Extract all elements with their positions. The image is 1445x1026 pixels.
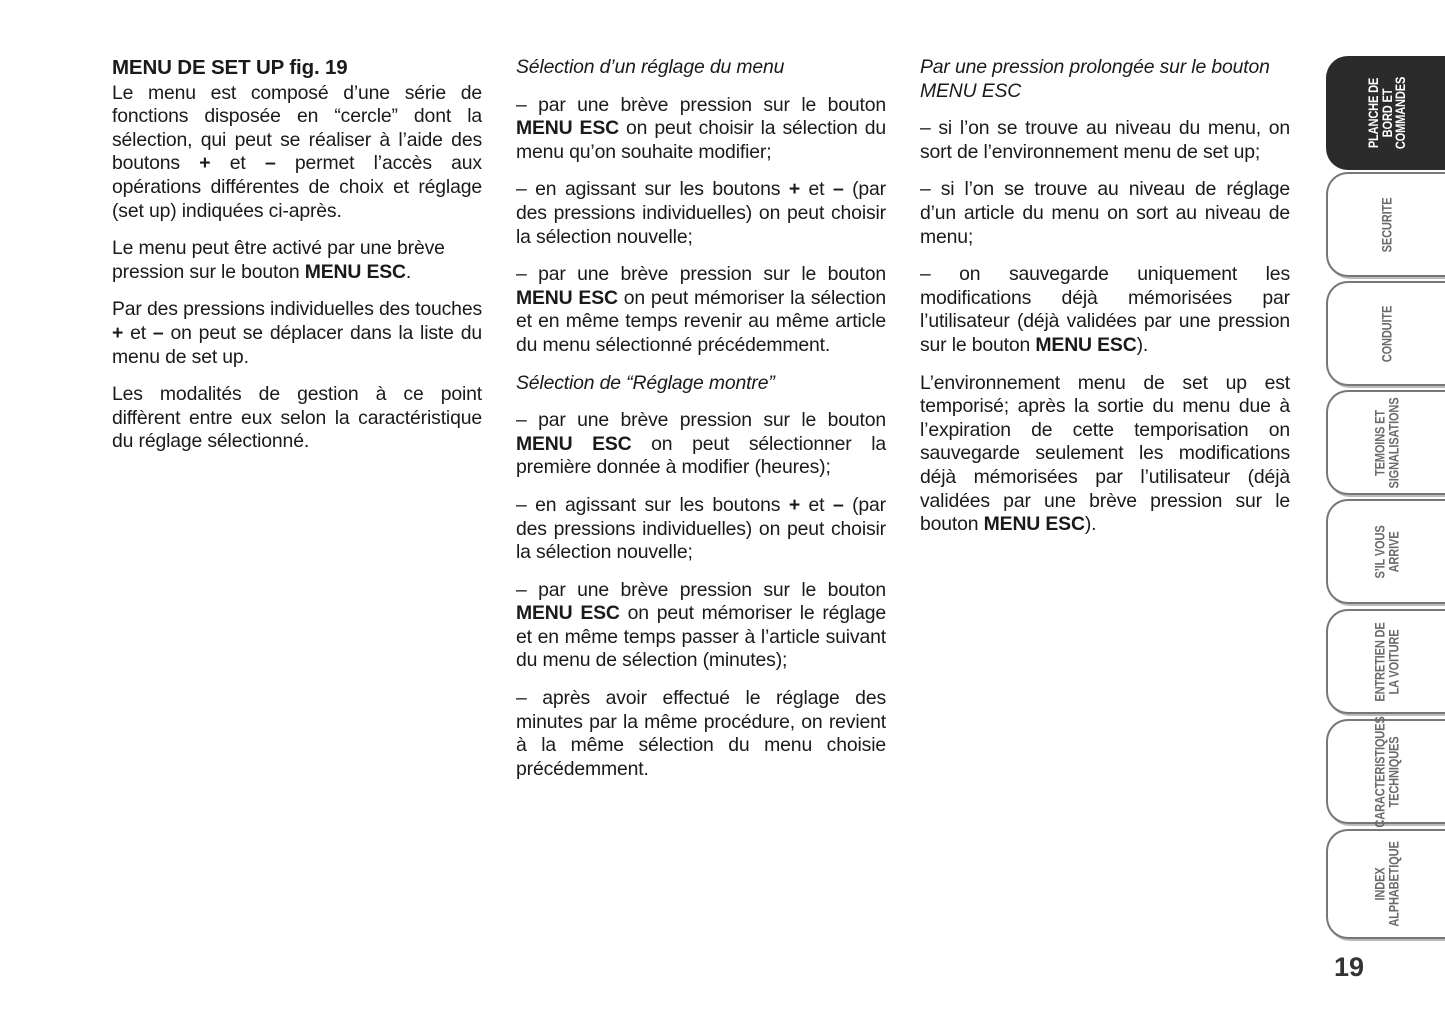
menu-esc-label: MENU ESC — [516, 286, 618, 309]
minus-symbol: – — [832, 493, 844, 516]
column-1 — [112, 56, 482, 468]
subheading-clock: Sélection de “Réglage montre” — [516, 371, 775, 394]
text-span: ). — [1136, 333, 1149, 356]
tab-sil-vous-arrive[interactable] — [1326, 499, 1445, 604]
text-span: (par des pressions individuelles) on peut choisir la sélection nouvelle; — [516, 178, 886, 248]
text-span: . — [405, 260, 412, 283]
text-span: permet l’accès aux opérations différentes de choix et réglage (set up) indiquées ci-après. — [112, 152, 482, 222]
paragraph-activation — [112, 237, 482, 284]
text-span: et — [123, 321, 153, 344]
paragraph-timeout — [920, 372, 1290, 537]
text-span: Le menu peut être activé par une brève pression sur le bouton — [112, 237, 445, 283]
tab-index[interactable] — [1326, 829, 1445, 939]
text-span: on peut se déplacer dans la liste du menu de set up. — [112, 321, 482, 368]
plus-symbol: + — [788, 493, 801, 516]
text-span: et — [800, 493, 833, 516]
list-item — [920, 263, 1290, 357]
subheading-long-press: Par une pression prolongée sur le bouton MENU ESC — [920, 56, 1270, 102]
minus-symbol: – — [152, 321, 164, 344]
menu-esc-label: MENU ESC — [516, 117, 619, 140]
section-heading: MENU DE SET UP fig. 19 — [112, 56, 348, 79]
text-span: on peut sélectionner la première donnée à modifier (heures); — [516, 432, 887, 479]
page-number: 19 — [1334, 952, 1365, 982]
text-span: Par des pressions individuelles des touches — [112, 298, 482, 321]
minus-symbol: – — [832, 178, 844, 201]
tab-temoins[interactable] — [1326, 390, 1445, 495]
text-span: et — [800, 178, 833, 201]
tab-label: SECURITE — [1378, 197, 1394, 252]
list-item: – si l’on se trouve au niveau de réglage d’un article du menu on sort au niveau de menu; — [920, 178, 1290, 248]
paragraph-modalities: Les modalités de gestion à ce point diffèrent entre eux selon la caractéristique du réglage sélectionné. — [112, 383, 482, 453]
text-span: Le menu est composé d’une série de fonctions disposée en “cercle” dont la sélection, qui peut se réaliser à l’aide des boutons — [112, 81, 482, 175]
text-span: on peut mémoriser la sélection et en même temps revenir au même article du menu sélectionné précédemment. — [516, 286, 886, 356]
tab-securite[interactable] — [1326, 172, 1445, 277]
paragraph-navigation — [112, 298, 482, 369]
list-item: – si l’on se trouve au niveau du menu, on sort de l’environnement menu de set up; — [920, 117, 1290, 163]
list-item — [516, 409, 886, 480]
text-span: – par une brève pression sur le bouton — [516, 409, 886, 432]
tab-label: TEMOINS ET SIGNALISATIONS — [1372, 397, 1401, 488]
tab-label: ENTRETIEN DE LA VOITURE — [1372, 621, 1401, 702]
column-2 — [516, 56, 886, 795]
text-span: (par des pressions individuelles) on peut choisir la sélection nouvelle; — [516, 493, 886, 564]
text-span: L’environnement menu de set up est temporisé; après la sortie du menu due à l’expiration de cette temporisation on sauvegarde seulement les modifications déjà mémorisées par l’utilisateur (déjà validées par une brève pression sur le bouton — [920, 371, 1290, 536]
tab-conduite[interactable] — [1326, 281, 1445, 386]
text-span: – par une brève pression sur le bouton — [516, 263, 886, 286]
menu-esc-label: MENU ESC — [304, 260, 406, 283]
column-3 — [920, 56, 1290, 551]
plus-symbol: + — [788, 178, 801, 201]
text-span: – en agissant sur les boutons — [516, 493, 789, 516]
tab-caracteristiques[interactable] — [1326, 715, 1445, 828]
list-item — [516, 94, 886, 165]
tab-entretien[interactable] — [1326, 609, 1445, 714]
text-span: – par une brève pression sur le bouton — [516, 93, 886, 116]
text-span: et — [210, 152, 265, 175]
list-item: – après avoir effectué le réglage des minutes par la même procédure, on revient à la même sélection du menu choisie précédemment. — [516, 687, 886, 780]
subheading-selection: Sélection d’un réglage du menu — [516, 56, 785, 78]
list-item — [516, 178, 886, 249]
plus-symbol: + — [199, 152, 211, 175]
menu-esc-label: MENU ESC — [516, 432, 632, 455]
menu-esc-label: MENU ESC — [516, 602, 620, 625]
text-span: – on sauvegarde uniquement les modifications déjà mémorisées par l’utilisateur (déjà validées par une pression sur le bouton — [920, 263, 1290, 356]
tab-label: INDEX ALPHABETIQUE — [1372, 841, 1401, 927]
tab-label: CARACTERISTIQUES TECHNIQUES — [1372, 715, 1401, 828]
text-span: on peut mémoriser le réglage et en même temps passer à l’article suivant du menu de sélection (minutes); — [516, 602, 886, 672]
tab-planche-de-bord[interactable] — [1326, 56, 1445, 170]
minus-symbol: – — [264, 152, 276, 175]
list-item — [516, 494, 886, 565]
tab-label: CONDUITE — [1378, 305, 1394, 362]
tab-label: S’IL VOUS ARRIVE — [1372, 524, 1401, 579]
list-item — [516, 579, 886, 673]
list-item — [516, 263, 886, 357]
text-span: on peut choisir la sélection du menu qu’on souhaite modifier; — [516, 117, 886, 163]
menu-esc-label: MENU ESC — [1035, 333, 1137, 356]
plus-symbol: + — [112, 321, 124, 344]
chapter-tabs — [1326, 56, 1445, 941]
text-span: ). — [1084, 513, 1097, 536]
menu-esc-label: MENU ESC — [983, 513, 1085, 536]
tab-label: PLANCHE DE BORD ET COMMANDES — [1365, 76, 1408, 150]
text-span: – en agissant sur les boutons — [516, 178, 789, 201]
text-span: – par une brève pression sur le bouton — [516, 578, 886, 601]
paragraph-intro — [112, 82, 482, 224]
